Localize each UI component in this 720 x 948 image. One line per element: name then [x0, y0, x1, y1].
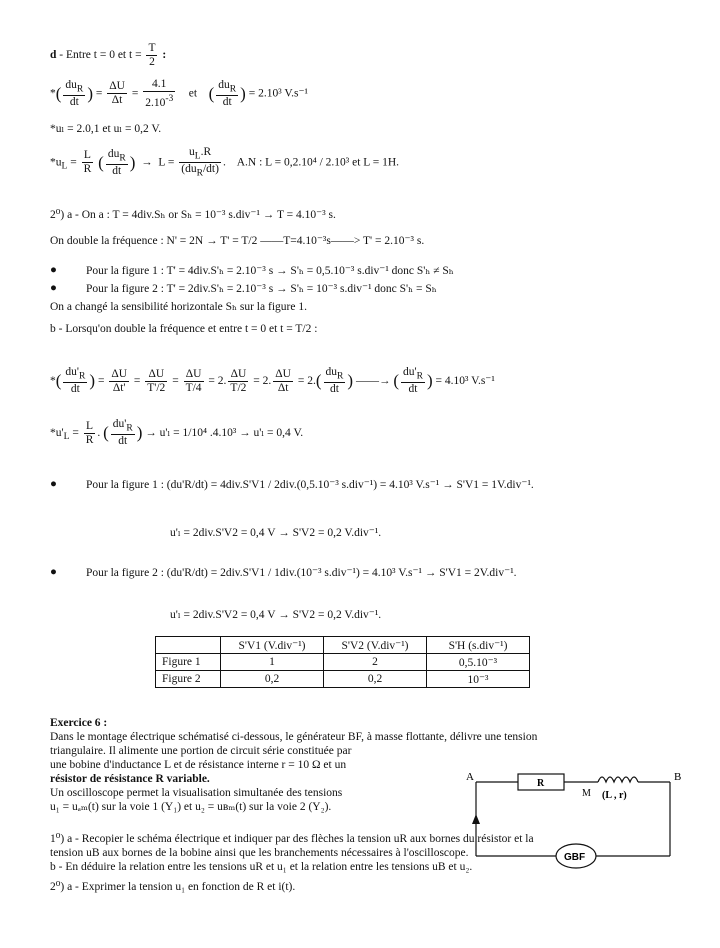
ul-values: *uₗ = 2.0,1 et uₗ = 0,2 V.	[50, 123, 162, 135]
table-cell: 10⁻³	[427, 671, 530, 688]
table-cell: Figure 2	[156, 671, 221, 688]
figure-2-equation: Pour la figure 2 : (du'R/dt) = 2div.S'V1 / 1div.(10⁻³ s.div⁻¹) = 4.10³ V.s⁻¹ → S'V1 = 2V.div⁻¹.	[86, 567, 517, 579]
section-d-title: d - Entre t = 0 et t = $\frac{T}{2}$ :	[50, 42, 167, 68]
exercise-text: une bobine d'inductance L et de résistance interne r = 10 Ω et un	[50, 759, 347, 771]
slope-result: = 2.10³ V.s⁻¹	[248, 87, 309, 100]
resistor-label: R	[537, 778, 545, 789]
inductance-equation: $*u_L$ = $\frac{L}{R}$ ( $\frac{du_R}{dt}$ ) → L = $\frac{u_L.R}{(du_R/dt)}$ . A.N : L = 0,2.10⁴ / 2.10³ et L = 1H.	[50, 146, 400, 179]
table-header-row	[156, 637, 530, 654]
sensitivity-note: On a changé la sensibilité horizontale Sₕ sur la figure 1.	[50, 301, 307, 313]
table-header-cell: S'V1 (V.div⁻¹)	[221, 637, 324, 654]
exercise-text: triangulaire. Il alimente une portion de circuit série constituée par	[50, 745, 352, 757]
coil-icon	[598, 777, 638, 782]
sensitivity-table	[155, 636, 530, 688]
generator-label: GBF	[564, 852, 586, 863]
bullet-icon: ●	[50, 566, 57, 578]
node-a-label: A	[466, 771, 474, 783]
figure-1-equation: Pour la figure 1 : (du'R/dt) = 4div.S'V1 / 2div.(0,5.10⁻³ s.div⁻¹) = 4.10³ V.s⁻¹ → S'V1 = 1V.div⁻¹.	[86, 479, 534, 491]
slope-doubled: *( $\frac{du'_R}{dt}$ ) = $\frac{\Delta U}{\Delta t'}$ = $\frac{\Delta U}{T'/2}$ = $\frac{\Delta U}{T/4}$ = 2. $\frac{\Delta U}{T/2}$ = 2. $\frac{\Delta U}{\Delta t}$ = 2.( $\frac{du_R}{dt}$ ) ——→ ( $\frac{du'_R}{dt}$ ) = 4.10³ V.s⁻¹	[50, 366, 495, 396]
table-header-cell: S'V2 (V.div⁻¹)	[324, 637, 427, 654]
exercise-text: résistor de résistance R variable.	[50, 773, 210, 785]
bullet-figure-2: Pour la figure 2 : T' = 2div.S'ₕ = 2.10⁻³ s → S'ₕ = 10⁻³ s.div⁻¹ donc S'ₕ = Sₕ	[86, 283, 437, 295]
figure-1-ul: u'ₗ = 2div.S'V2 = 0,4 V → S'V2 = 0,2 V.div⁻¹.	[170, 527, 382, 539]
figure-2-ul: u'ₗ = 2div.S'V2 = 0,4 V → S'V2 = 0,2 V.div⁻¹.	[170, 609, 382, 621]
node-m-label: M	[582, 788, 591, 799]
ul-doubled: $*u'_L$ = $\frac{L}{R}$ . ( $\frac{du'_R}{dt}$ ) → u'ₗ = 1/10⁴ .4.10³ → u'ₗ = 0,4 V.	[50, 418, 304, 448]
frequency-line: On double la fréquence : N' = 2N → T' = T/2 ——T=4.10⁻³s——> T' = 2.10⁻³ s.	[50, 235, 425, 247]
slope-doubled-result: = 4.10³ V.s⁻¹	[435, 374, 495, 387]
question-1a-cont: tension uB aux bornes de la bobine ainsi que les branchements nécessaires à l'oscilloscope.	[50, 847, 469, 859]
table-header-cell: S'H (s.div⁻¹)	[427, 637, 530, 654]
ul-doubled-result: → u'ₗ = 1/10⁴ .4.10³ → u'ₗ = 0,4 V.	[145, 426, 304, 439]
coil-label: (L , r)	[602, 790, 627, 801]
slope-equation: *( $\frac{du_R}{dt}$ ) = $\frac{\Delta U}{\Delta t}$ = $\frac{4.1}{2.10^{-3}}$ et ( $\frac{du_R}{dt}$ ) = 2.10³ V.s⁻¹	[50, 78, 309, 109]
table-cell: 0,5.10⁻³	[427, 654, 530, 671]
table-cell: Figure 1	[156, 654, 221, 671]
table-cell: 0,2	[221, 671, 324, 688]
an-result: A.N : L = 0,2.10⁴ / 2.10³ et L = 1H.	[236, 156, 400, 169]
current-arrow-icon	[472, 814, 480, 824]
question-2a: 2⁰) a - Exprimer la tension u₁ en fonction de R et i(t).	[50, 881, 296, 893]
bullet-icon: ●	[50, 282, 57, 294]
circuit-diagram	[458, 770, 688, 874]
bullet-figure-1: Pour la figure 1 : T' = 4div.S'ₕ = 2.10⁻³ s → S'ₕ = 0,5.10⁻³ s.div⁻¹ donc S'ₕ ≠ Sₕ	[86, 265, 454, 277]
period-line: 2⁰) a - On a : T = 4div.Sₕ or Sₕ = 10⁻³ s.div⁻¹ → T = 4.10⁻³ s.	[50, 209, 336, 221]
table-cell: 1	[221, 654, 324, 671]
table-header-cell	[156, 637, 221, 654]
bullet-icon: ●	[50, 264, 57, 276]
table-row	[156, 654, 530, 671]
table-row	[156, 671, 530, 688]
table-cell: 2	[324, 654, 427, 671]
bullet-icon: ●	[50, 478, 57, 490]
exercise-title: Exercice 6 :	[50, 717, 108, 729]
exercise-text: Dans le montage électrique schématisé ci-dessous, le générateur BF, à masse flottante, délivre une tension	[50, 731, 538, 743]
exercise-text: u₁ = uₐₘ(t) sur la voie 1 (Y₁) et u₂ = uʙₘ(t) sur la voie 2 (Y₂).	[50, 801, 332, 813]
question-1b: b - En déduire la relation entre les tensions uR et u₁ et la relation entre les tensions uB et u₂.	[50, 861, 473, 873]
exercise-text: Un oscilloscope permet la visualisation simultanée des tensions	[50, 787, 343, 799]
table-cell: 0,2	[324, 671, 427, 688]
node-b-label: B	[674, 771, 682, 783]
question-1a: 1⁰) a - Recopier le schéma électrique et indiquer par des flèches la tension uR aux bornes du résistor et la	[50, 833, 534, 845]
section-b-title: b - Lorsqu'on double la fréquence et entre t = 0 et t = T/2 :	[50, 323, 318, 335]
